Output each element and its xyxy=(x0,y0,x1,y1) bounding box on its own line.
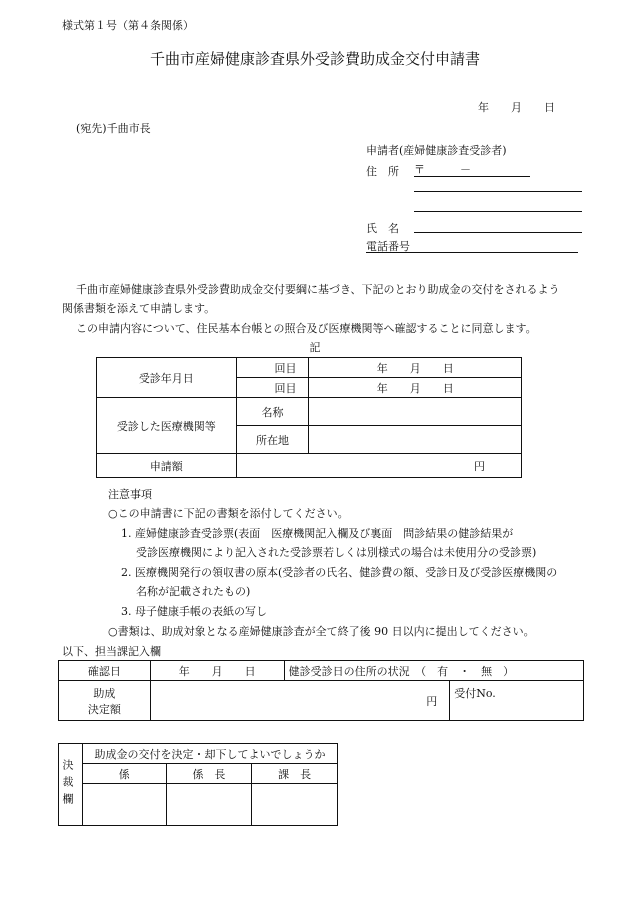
visit-number-1[interactable]: 回目 xyxy=(236,358,309,378)
amount-label: 申請額 xyxy=(97,454,237,478)
postal-code-field[interactable] xyxy=(414,176,530,177)
postal-dash: － xyxy=(460,163,471,176)
receipt-number-field[interactable]: 受付No. xyxy=(450,681,584,721)
notes-item-4: ○書類は、助成対象となる産婦健康診査が全て終了後 90 日以内に提出してください。 xyxy=(108,625,535,638)
exam-date-2[interactable]: 年 月 日 xyxy=(309,378,522,398)
institution-location-field[interactable] xyxy=(309,426,522,454)
form-number: 様式第１号（第４条関係） xyxy=(62,19,194,32)
approval-stamp-manager[interactable] xyxy=(252,784,338,826)
confirm-date-label: 確認日 xyxy=(59,661,151,681)
decided-amount-label-line2: 決定額 xyxy=(87,702,121,716)
institution-location-label: 所在地 xyxy=(236,426,309,454)
notes-item-2-cont: 名称が記載されたもの) xyxy=(136,585,251,598)
exam-date-1[interactable]: 年 月 日 xyxy=(309,358,522,378)
body-paragraph-2: この申請内容について、住民基本台帳との照合及び医療機関等へ確認することに同意します。 xyxy=(76,322,537,335)
page-title: 千曲市産婦健康診査県外受診費助成金交付申請書 xyxy=(149,50,480,68)
approval-col-manager: 課 長 xyxy=(252,764,338,784)
approval-question: 助成金の交付を決定・却下してよいでしょうか xyxy=(82,744,337,764)
residence-status[interactable]: 健診受診日の住所の状況 （ 有 ・ 無 ） xyxy=(284,661,583,681)
confirm-date-field[interactable]: 年 月 日 xyxy=(150,661,284,681)
approval-stamp-staff[interactable] xyxy=(82,784,166,826)
notes-item-2: 2. 医療機関発行の領収書の原本(受診者の氏名、健診費の額、受診日及び受診医療機関の xyxy=(121,566,558,579)
address-line-1-field[interactable] xyxy=(414,191,582,192)
name-label: 氏 名 xyxy=(366,222,399,235)
office-table xyxy=(58,660,584,721)
approval-stamp-chief[interactable] xyxy=(166,784,252,826)
application-table xyxy=(96,357,522,478)
approval-col-chief: 係 長 xyxy=(166,764,252,784)
approval-side-label-cell xyxy=(59,744,83,826)
notes-heading: 注意事項 xyxy=(108,488,152,501)
notes-item-1: 1. 産婦健康診査受診票(表面 医療機関記入欄及び裏面 問診結果の健診結果が xyxy=(121,527,514,540)
visit-number-2[interactable]: 回目 xyxy=(236,378,309,398)
approval-side-label: 決裁欄 xyxy=(61,759,74,810)
institution-name-label: 名称 xyxy=(236,398,309,426)
address-line-2-field[interactable] xyxy=(414,211,582,212)
exam-date-label: 受診年月日 xyxy=(97,358,237,398)
notes-item-3: 3. 母子健康手帳の表紙の写し xyxy=(121,605,267,618)
phone-label: 電話番号 xyxy=(366,240,410,253)
decided-amount-label-line1: 助成 xyxy=(93,686,116,700)
postal-mark: 〒 xyxy=(414,163,425,176)
decided-amount-field[interactable]: 円 xyxy=(150,681,449,721)
notes-item-0: ○この申請書に下記の書類を添付してください。 xyxy=(108,507,349,520)
amount-field[interactable]: 円 xyxy=(236,454,521,478)
notes-item-1-cont: 受診医療機関により記入された受診票若しくは別様式の場合は未使用分の受診票) xyxy=(136,546,537,559)
office-heading: 以下、担当課記入欄 xyxy=(62,645,161,658)
addressee: (宛先)千曲市長 xyxy=(76,122,151,135)
institution-label: 受診した医療機関等 xyxy=(97,398,237,454)
submission-date: 年 月 日 xyxy=(478,101,555,114)
institution-name-field[interactable] xyxy=(309,398,522,426)
name-field[interactable] xyxy=(414,232,582,233)
ki-heading: 記 xyxy=(309,341,321,354)
body-paragraph-1-cont: 関係書類を添えて申請します。 xyxy=(62,302,216,315)
body-paragraph-1: 千曲市産婦健康診査県外受診費助成金交付要綱に基づき、下記のとおり助成金の交付をされるよう xyxy=(76,283,560,296)
applicant-heading: 申請者(産婦健康診査受診者) xyxy=(366,144,507,157)
address-label: 住 所 xyxy=(366,165,399,178)
approval-col-staff: 係 xyxy=(82,764,166,784)
phone-field[interactable] xyxy=(366,252,578,253)
approval-table xyxy=(58,743,338,826)
decided-amount-label xyxy=(59,681,151,721)
